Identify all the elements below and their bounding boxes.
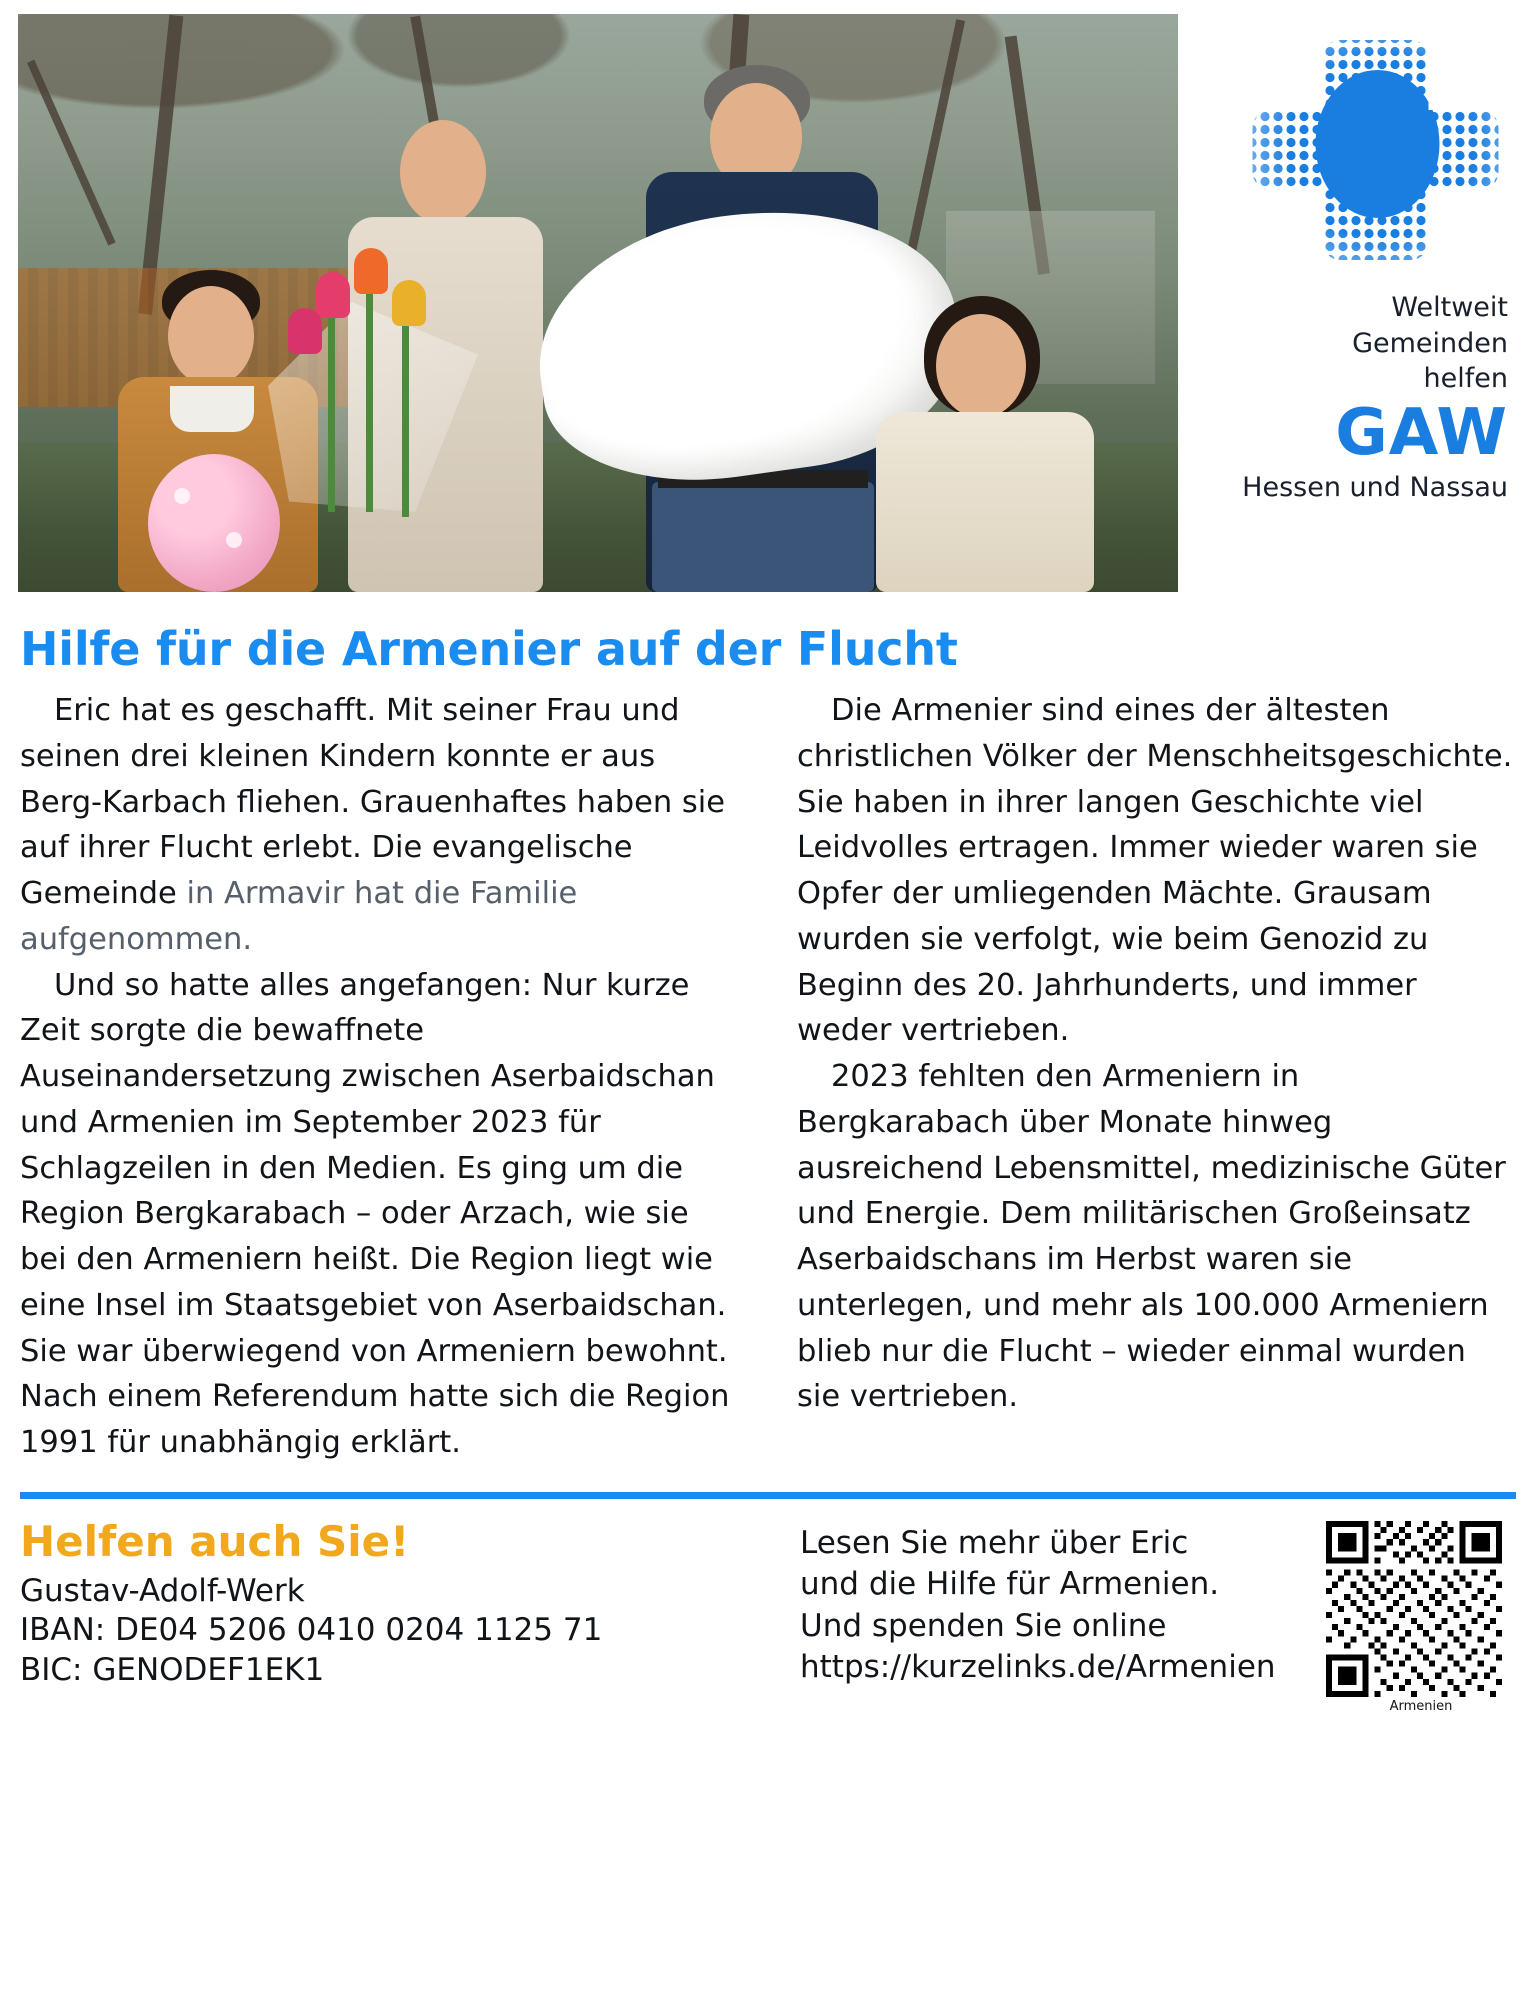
paragraph: [797, 1054, 1516, 1420]
donation-title: Helfen auch Sie!: [20, 1516, 410, 1566]
iban-value: IBAN: DE04 5206 0410 0204 1125 71: [20, 1612, 603, 1649]
photo-girl: [870, 292, 1100, 592]
flower-stem: [328, 312, 335, 512]
organization-name: Gustav-Adolf-Werk: [20, 1572, 305, 1609]
qr-block[interactable]: [1326, 1517, 1516, 1714]
cta-line-3: Und spenden Sie online: [800, 1607, 1167, 1644]
girl-head: [936, 314, 1026, 418]
cta-block: [800, 1517, 1286, 1714]
bic-value: BIC: GENODEF1EK1: [20, 1652, 325, 1689]
logo-region: Hessen und Nassau: [1242, 472, 1508, 504]
article-column-left: [20, 688, 739, 1466]
paragraph-text: 2023 fehlten den Armeniern in Bergkarabach über Monate hinweg ausreichend Lebensmittel, medizinische Güter und Energie. Dem militärischen Großeinsatz Aserbaidschans im Herbst waren sie unterlegen, und mehr als 100.000 Armeniern blieb nur die Flucht – wieder einmal wurden sie vertrieben.: [797, 1059, 1506, 1415]
tulip: [288, 308, 322, 354]
flower-stem: [402, 322, 409, 517]
pink-balloon: [148, 454, 280, 592]
article-column-right: [797, 688, 1516, 1466]
qr-caption: Armenien: [1389, 1698, 1453, 1714]
logo-abbreviation: GAW: [1335, 395, 1508, 470]
tulip: [354, 248, 388, 294]
paragraph: [797, 688, 1516, 1054]
tulip: [316, 272, 350, 318]
paragraph-text: Und so hatte alles angefangen: Nur kurze Zeit sorgte die bewaffnete Auseinandersetzung zwischen Aserbaidschan und Armenien im September 2023 für Schlagzeilen in den Medien. Es ging um die Region Bergkarabach – oder Arzach, wie sie bei den Armeniern heißt. Die Region liegt wie eine Insel im Staatsgebiet von Aserbaidschan. Sie war überwiegend von Armeniern bewohnt. Nach einem Referendum hatte sich die Region 1991 für unabhängig erklärt.: [20, 967, 730, 1460]
gaw-logo-block: [1178, 14, 1508, 503]
boy-collar: [170, 386, 254, 432]
article-body: [0, 682, 1536, 1466]
tulip: [392, 280, 426, 326]
footer: [0, 1499, 1536, 1714]
paragraph-text: Eric hat es geschafft. Mit seiner Frau und seinen drei kleinen Kindern konnte er aus Berg-Karbach fliehen. Grauenhaftes haben sie auf ihrer Flucht erlebt. Die evangelische Gemeinde: [20, 693, 725, 911]
boy-head: [168, 286, 254, 386]
cta-line-2: und die Hilfe für Armenien.: [800, 1566, 1220, 1603]
logo-claim-line1: Weltweit: [1391, 292, 1508, 323]
mother-head: [400, 120, 486, 224]
father-jeans: [652, 482, 874, 592]
article-headline: Hilfe für die Armenier auf der Flucht: [20, 622, 958, 676]
logo-claim-line2: Gemeinden: [1352, 327, 1508, 359]
paragraph: [20, 963, 739, 1466]
flower-stem: [366, 292, 373, 512]
donation-url[interactable]: https://kurzelinks.de/Armenien: [800, 1649, 1276, 1686]
paragraph: [20, 688, 739, 963]
paragraph-text: Die Armenier sind eines der ältesten christlichen Völker der Menschheitsgeschichte. Sie haben in ihrer langen Geschichte viel Leidvolles ertragen. Immer wieder waren sie Opfer der umliegenden Mächte. Grausam wurden sie verfolgt, wie beim Genozid zu Beginn des 20. Jahrhunderts, und immer weder vertrieben.: [797, 693, 1513, 1049]
donation-block: [20, 1517, 760, 1714]
header-area: [0, 0, 1536, 600]
qr-code[interactable]: [1326, 1521, 1502, 1697]
cta-line-1: Lesen Sie mehr über Eric: [800, 1524, 1189, 1561]
gaw-dotted-cross-icon: [1243, 32, 1508, 282]
tulip-bouquet: [268, 222, 498, 532]
logo-claim: [1206, 290, 1508, 397]
girl-coat: [876, 412, 1094, 592]
logo-claim-line3: helfen: [1423, 363, 1508, 395]
footer-divider: [20, 1492, 1516, 1499]
paragraph-muted-text: in Armavir hat die Familie aufgenommen.: [20, 876, 578, 957]
family-photo: [18, 14, 1178, 592]
